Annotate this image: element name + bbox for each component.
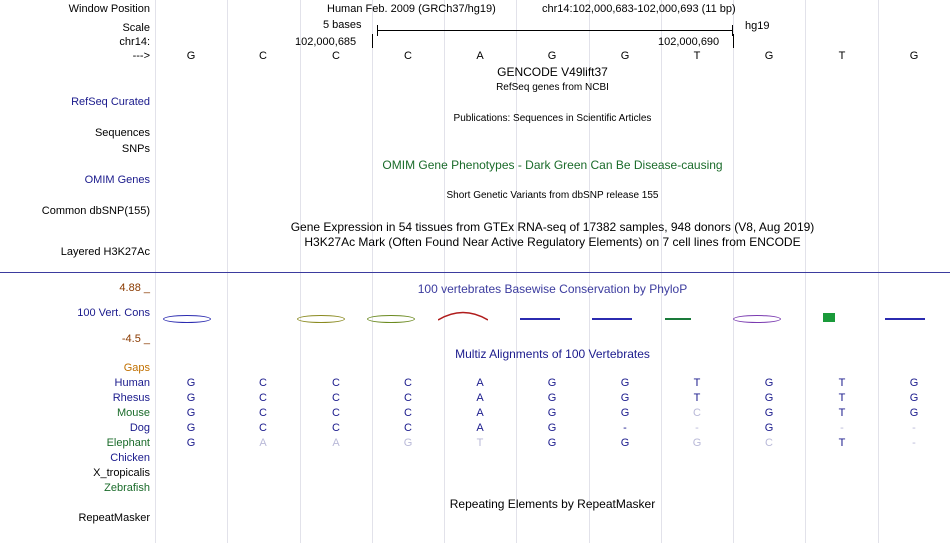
alignment-base: G [186,422,196,434]
alignment-base: G [620,392,630,404]
track-label-x-tropicalis: X_tropicalis [93,467,150,479]
track-label-chicken: Chicken [110,452,150,464]
alignment-base: C [259,392,267,404]
window-position-coords: chr14:102,000,683-102,000,693 (11 bp) [542,3,736,15]
track-title: 100 vertebrates Basewise Conservation by PhyloP [417,282,688,296]
cons-peak [733,315,781,323]
alignment-base: C [693,407,701,419]
track-title: RefSeq genes from NCBI [496,82,609,93]
alignment-base: A [476,392,484,404]
alignment-base: C [332,422,340,434]
cons-peak [367,315,415,323]
alignment-base: T [838,437,846,449]
cons-peak [592,318,632,320]
alignment-row [155,422,950,434]
alignment-base: G [620,437,630,449]
track-title: Publications: Sequences in Scientific Articles [453,113,652,124]
scale-bar-text: 5 bases [323,19,362,31]
window-position-assembly: Human Feb. 2009 (GRCh37/hg19) [327,3,496,15]
alignment-base: T [838,377,846,389]
alignment-base: C [765,437,773,449]
alignment-base: G [547,422,557,434]
alignment-base: C [259,407,267,419]
alignment-row [155,377,950,389]
track-label-common-dbsnp-155: Common dbSNP(155) [41,205,150,217]
ruler-base: C [404,50,412,62]
alignment-base: G [764,377,774,389]
ruler-base: G [547,50,557,62]
coordinate-tick-right [733,34,734,48]
track-label-scale: Scale [122,22,150,34]
coordinate-label-left: 102,000,685 [295,36,357,48]
track-title: Gene Expression in 54 tissues from GTEx RNA-seq of 17382 samples, 948 donors (V8, Aug 2019) [290,220,815,234]
alignment-base: C [332,377,340,389]
coordinate-tick-left [372,34,373,48]
alignment-base: G [909,377,919,389]
alignment-base: T [693,392,701,404]
track-label-zebrafish: Zebrafish [104,482,150,494]
track-label-gaps: Gaps [123,362,150,374]
cons-peak [823,313,835,322]
alignment-row [155,437,950,449]
alignment-base: T [838,392,846,404]
track-label-sequences: Sequences [94,127,150,139]
alignment-base: A [476,422,484,434]
track-label-100-vert-cons: 100 Vert. Cons [77,307,150,319]
alignment-base: G [620,407,630,419]
alignment-base: G [764,422,774,434]
alignment-base: A [476,407,484,419]
ruler-base: G [909,50,919,62]
track-label-rhesus: Rhesus [112,392,150,404]
alignment-base: G [547,377,557,389]
assembly-db-label: hg19 [745,20,770,32]
cons-peak [163,315,211,323]
cons-peak [885,318,925,320]
cons-peak [438,309,488,323]
alignment-base: C [404,422,412,434]
alignment-base: A [259,437,267,449]
track-label-snps: SNPs [121,143,150,155]
track-title: OMIM Gene Phenotypes - Dark Green Can Be Disease-causing [382,158,723,172]
ruler-base: G [764,50,774,62]
alignment-base: G [547,392,557,404]
alignment-base: G [186,437,196,449]
cons-max-label: 4.88 _ [119,282,150,294]
track-label-: ---> [132,50,150,62]
ruler-base: T [693,50,701,62]
alignment-base: C [404,377,412,389]
alignment-base: - [695,422,699,434]
alignment-base: G [547,437,557,449]
track-label-omim-genes: OMIM Genes [84,174,150,186]
cons-peak [520,318,560,320]
alignment-row [155,392,950,404]
alignment-base: G [186,377,196,389]
alignment-row [155,407,950,419]
alignment-base: G [764,392,774,404]
alignment-base: T [838,407,846,419]
ruler-base: C [332,50,340,62]
ruler-base: G [620,50,630,62]
ruler-base: C [259,50,267,62]
ruler-base: A [476,50,484,62]
alignment-base: C [332,392,340,404]
track-divider [0,272,950,273]
track-label-dog: Dog [129,422,150,434]
alignment-base: - [912,437,916,449]
alignment-base: A [476,377,484,389]
track-label-refseq-curated: RefSeq Curated [71,96,150,108]
alignment-base: C [404,392,412,404]
track-label-chr14: chr14: [119,36,150,48]
alignment-base: G [692,437,702,449]
cons-peak [297,315,345,323]
alignment-base: T [693,377,701,389]
ruler-base: G [186,50,196,62]
alignment-base: C [404,407,412,419]
alignment-base: G [620,377,630,389]
alignment-base: T [476,437,484,449]
track-label-mouse: Mouse [116,407,150,419]
alignment-base: G [909,392,919,404]
alignment-base: G [186,392,196,404]
alignment-base: A [332,437,340,449]
track-label-window-position: Window Position [68,3,150,15]
ruler-base: T [838,50,846,62]
track-label-human: Human [114,377,150,389]
alignment-base: G [186,407,196,419]
cons-min-label: -4.5 _ [121,333,150,345]
track-title: GENCODE V49lift37 [497,65,608,79]
alignment-base: G [909,407,919,419]
track-label-repeatmasker: RepeatMasker [78,512,150,524]
alignment-base: C [259,422,267,434]
alignment-base: - [840,422,844,434]
alignment-base: - [623,422,627,434]
track-title: Short Genetic Variants from dbSNP release 155 [446,190,659,201]
alignment-base: - [912,422,916,434]
coordinate-label-right: 102,000,690 [658,36,720,48]
alignment-base: C [332,407,340,419]
track-title: Repeating Elements by RepeatMasker [449,497,656,511]
alignment-base: G [403,437,413,449]
track-label-layered-h3k27ac: Layered H3K27Ac [60,246,150,258]
scale-bar-tick-left [377,25,378,36]
alignment-base: G [547,407,557,419]
cons-peak [665,318,691,320]
track-title: H3K27Ac Mark (Often Found Near Active Regulatory Elements) on 7 cell lines from ENCODE [304,235,801,249]
alignment-base: C [259,377,267,389]
ruler-base-row [155,50,950,62]
scale-bar-line [377,30,732,31]
track-label-elephant: Elephant [106,437,150,449]
track-title: Multiz Alignments of 100 Vertebrates [455,347,650,361]
alignment-base: G [764,407,774,419]
